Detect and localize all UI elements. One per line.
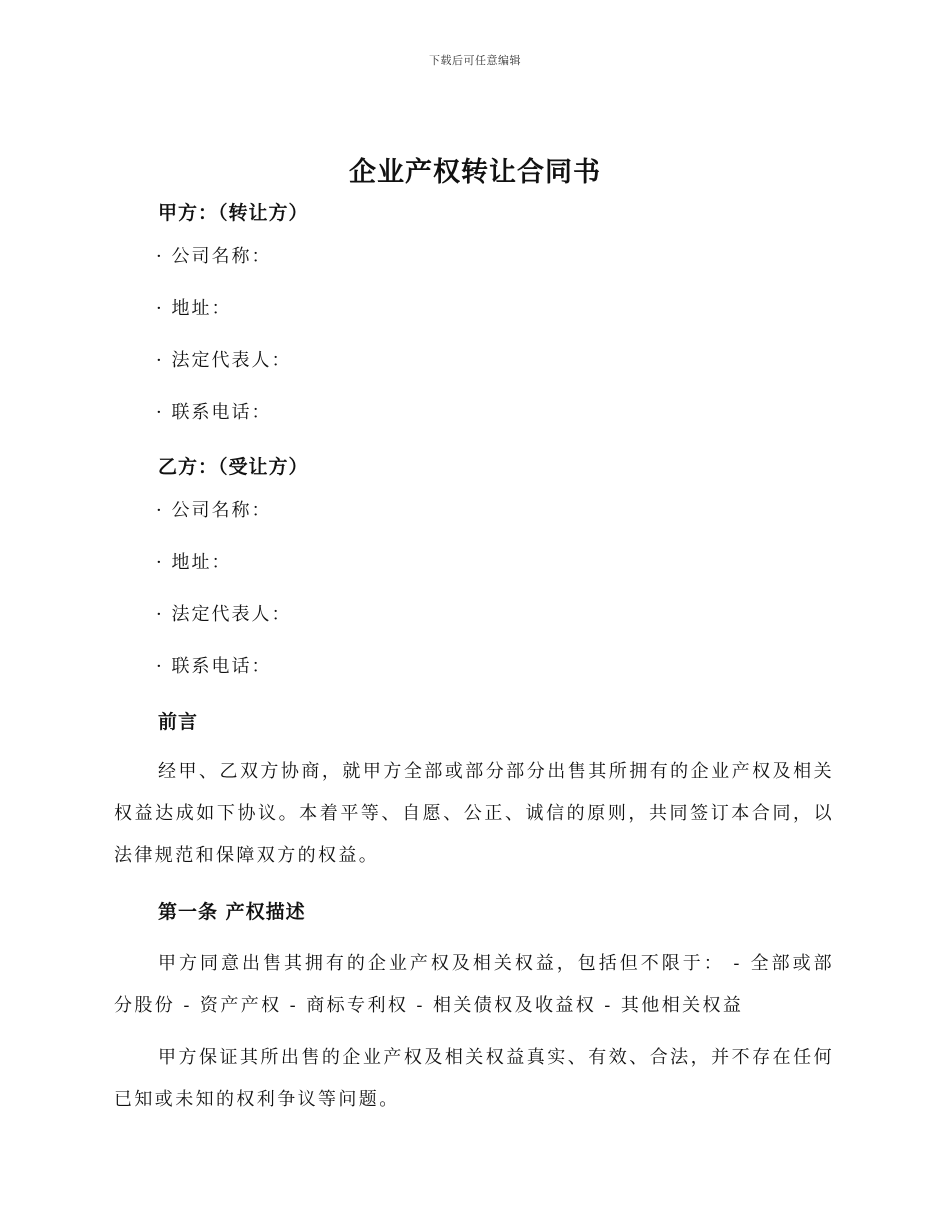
preface-heading: 前言 <box>158 711 199 733</box>
party-a-legal-rep-field: · 法定代表人： <box>156 350 292 371</box>
article-1-paragraph-1: 甲方同意出售其拥有的企业产权及相关权益，包括但不限于： - 全部或部分股份 - 资产产权 - 商标专利权 - 相关债权及收益权 - 其他相关权益 <box>114 953 834 1016</box>
document-title: 企业产权转让合同书 <box>349 157 601 188</box>
party-a-company-name-field: · 公司名称： <box>156 246 272 267</box>
party-a-field-list <box>114 231 834 439</box>
party-a-phone-field: · 联系电话： <box>156 402 272 423</box>
article-1-heading: 第一条 产权描述 <box>158 901 306 923</box>
party-b-phone-field: · 联系电话： <box>156 656 272 677</box>
party-b-address-field: · 地址： <box>156 552 232 573</box>
party-a-address-field: · 地址： <box>156 298 232 319</box>
preface-section <box>114 705 834 877</box>
preface-paragraph: 经甲、乙双方协商，就甲方全部或部分部分出售其所拥有的企业产权及相关权益达成如下协议。本着平等、自愿、公正、诚信的原则，共同签订本合同，以法律规范和保障双方的权益。 <box>114 761 834 866</box>
party-a-section <box>114 195 834 439</box>
party-a-heading: 甲方：（转让方） <box>158 202 309 224</box>
party-b-field-list <box>114 485 834 693</box>
party-b-legal-rep-field: · 法定代表人： <box>156 604 292 625</box>
article-1-section <box>114 895 834 1121</box>
party-b-heading: 乙方：（受让方） <box>158 456 309 478</box>
party-b-company-name-field: · 公司名称： <box>156 500 272 521</box>
party-b-section <box>114 449 834 693</box>
article-1-paragraph-2: 甲方保证其所出售的企业产权及相关权益真实、有效、合法，并不存在任何已知或未知的权利争议等问题。 <box>114 1047 834 1110</box>
page-header-note: 下载后可任意编辑 <box>429 54 521 67</box>
document-body <box>114 195 834 1121</box>
